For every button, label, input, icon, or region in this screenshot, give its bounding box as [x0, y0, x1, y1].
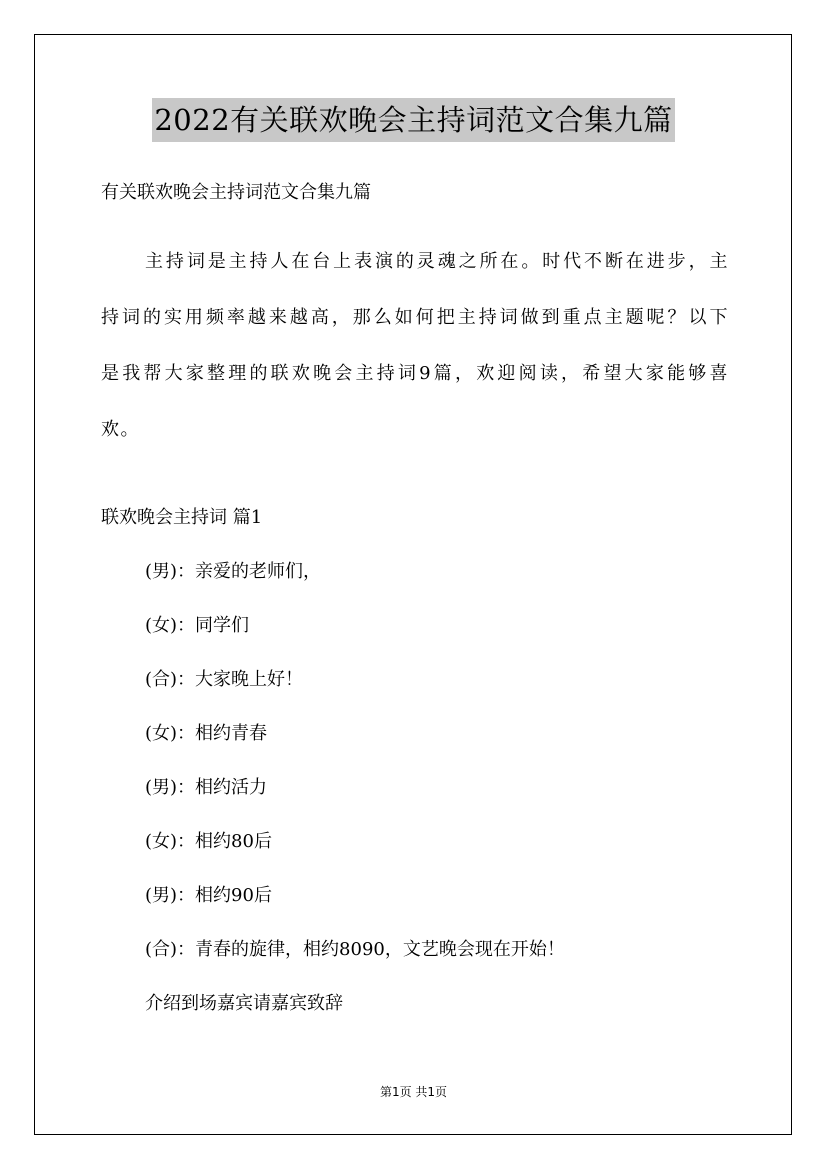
intro-line: 是我帮大家整理的联欢晚会主持词9篇，欢迎阅读，希望大家能够喜: [101, 363, 729, 384]
page-footer: 第1页 共1页: [379, 1085, 448, 1099]
dialogue-line: (女)：相约青春: [145, 723, 268, 744]
dialogue-line: (男)：亲爱的老师们，: [145, 561, 322, 582]
dialogue-line: (合)：青春的旋律，相约8090，文艺晚会现在开始！: [145, 939, 565, 960]
section-heading: 联欢晚会主持词 篇1: [101, 507, 263, 528]
document-title: 2022有关联欢晚会主持词范文合集九篇: [152, 98, 674, 142]
dialogue-line: (男)：相约活力: [145, 777, 268, 798]
intro-line: 主持词是主持人在台上表演的灵魂之所在。时代不断在进步，主: [145, 251, 729, 272]
dialogue-line: (女)：相约80后: [145, 831, 272, 852]
title-container: [0, 98, 827, 142]
document-subtitle: 有关联欢晚会主持词范文合集九篇: [101, 182, 371, 203]
intro-paragraph: [101, 234, 729, 458]
dialogue-line: (合)：大家晚上好！: [145, 669, 304, 690]
intro-line: 持词的实用频率越来越高，那么如何把主持词做到重点主题呢？以下: [101, 307, 729, 328]
intro-line: 欢。: [101, 419, 140, 440]
dialogue-line: 介绍到场嘉宾请嘉宾致辞: [145, 993, 343, 1014]
dialogue-line: (女)：同学们: [145, 615, 250, 636]
dialogue-line: (男)：相约90后: [145, 885, 272, 906]
